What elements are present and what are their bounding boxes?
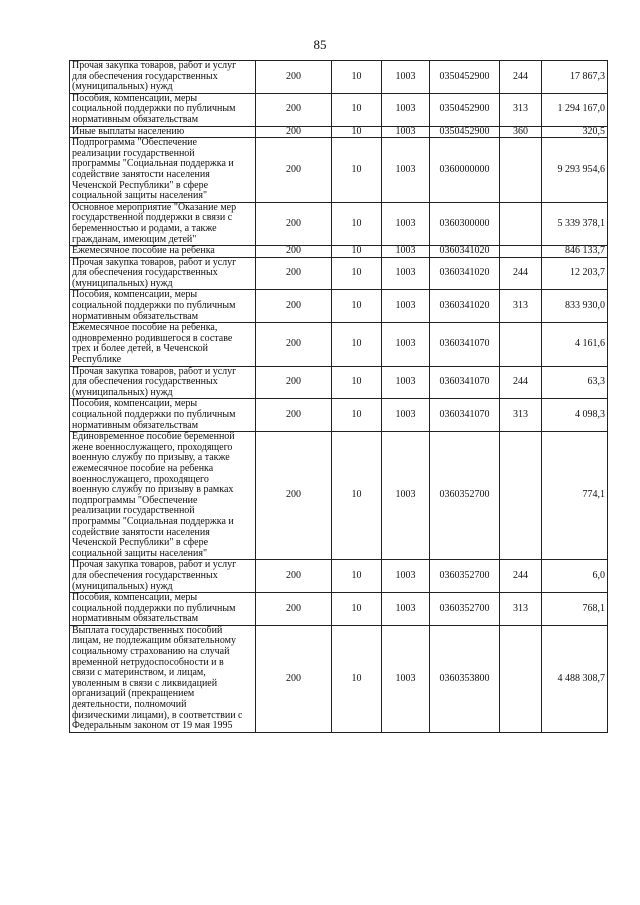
row-ministry-code: 200 [256,625,332,732]
table-row [70,290,608,323]
page-number: 85 [313,37,327,52]
row-section-code: 10 [332,399,382,432]
row-amount: 17 867,3 [542,61,608,94]
row-subsection-code: 1003 [382,246,430,258]
table-row [70,432,608,560]
row-amount: 833 930,0 [542,290,608,323]
row-section-code: 10 [332,323,382,366]
row-target-code: 0360300000 [430,202,500,245]
row-subsection-code: 1003 [382,560,430,593]
table-row [70,323,608,366]
row-ministry-code: 200 [256,61,332,94]
table-row [70,399,608,432]
row-amount: 4 161,6 [542,323,608,366]
row-expense-type: 313 [500,399,542,432]
row-target-code: 0350452900 [430,126,500,138]
row-amount: 768,1 [542,593,608,626]
table-row [70,138,608,203]
row-subsection-code: 1003 [382,126,430,138]
row-ministry-code: 200 [256,246,332,258]
row-description: Ежемесячное пособие на ребенка [70,246,256,258]
row-target-code: 0360341020 [430,257,500,290]
row-section-code: 10 [332,257,382,290]
row-description: Основное мероприятие "Оказание мер государственной поддержки в связи с беременностью и родами, а также гражданам, имеющим детей" [70,202,256,245]
row-expense-type [500,246,542,258]
table-row [70,593,608,626]
row-subsection-code: 1003 [382,625,430,732]
row-expense-type [500,323,542,366]
row-ministry-code: 200 [256,593,332,626]
table-row [70,246,608,258]
row-ministry-code: 200 [256,126,332,138]
row-description: Выплата государственных пособий лицам, не подлежащим обязательному социальному страхованию на случай временной нетрудоспособности и в связи с материнством, и лицам, уволенным в связи с ликвидацией организаций (прекращением деятельности, полномочий физическими лицами), в соответствии с Федеральным законом от 19 мая 1995 [70,625,256,732]
row-description: Прочая закупка товаров, работ и услуг для обеспечения государственных (муниципальных) нужд [70,366,256,399]
row-subsection-code: 1003 [382,323,430,366]
row-ministry-code: 200 [256,93,332,126]
row-expense-type: 244 [500,366,542,399]
row-target-code: 0360352700 [430,593,500,626]
row-section-code: 10 [332,202,382,245]
row-expense-type: 244 [500,61,542,94]
table-row [70,93,608,126]
table-row [70,61,608,94]
row-ministry-code: 200 [256,290,332,323]
row-target-code: 0360341070 [430,366,500,399]
row-amount: 4 098,3 [542,399,608,432]
row-section-code: 10 [332,560,382,593]
row-expense-type: 244 [500,560,542,593]
table-row [70,625,608,732]
row-ministry-code: 200 [256,432,332,560]
row-target-code: 0360352700 [430,432,500,560]
row-section-code: 10 [332,138,382,203]
row-amount: 6,0 [542,560,608,593]
row-ministry-code: 200 [256,399,332,432]
row-subsection-code: 1003 [382,432,430,560]
row-expense-type: 313 [500,290,542,323]
row-expense-type [500,625,542,732]
row-description: Прочая закупка товаров, работ и услуг для обеспечения государственных (муниципальных) нужд [70,257,256,290]
row-description: Пособия, компенсации, меры социальной поддержки по публичным нормативным обязательствам [70,399,256,432]
row-target-code: 0360341070 [430,323,500,366]
row-section-code: 10 [332,432,382,560]
row-section-code: 10 [332,246,382,258]
row-ministry-code: 200 [256,138,332,203]
table-row [70,202,608,245]
row-ministry-code: 200 [256,323,332,366]
row-amount: 320,5 [542,126,608,138]
row-amount: 12 203,7 [542,257,608,290]
table-row [70,366,608,399]
table-row [70,560,608,593]
row-expense-type [500,202,542,245]
row-target-code: 0360341020 [430,246,500,258]
budget-table-body [70,61,608,733]
row-amount: 63,3 [542,366,608,399]
table-row [70,257,608,290]
row-amount: 1 294 167,0 [542,93,608,126]
row-expense-type: 313 [500,93,542,126]
row-section-code: 10 [332,93,382,126]
row-description: Прочая закупка товаров, работ и услуг для обеспечения государственных (муниципальных) нужд [70,560,256,593]
row-expense-type: 244 [500,257,542,290]
row-expense-type: 360 [500,126,542,138]
row-subsection-code: 1003 [382,257,430,290]
table-row [70,126,608,138]
row-subsection-code: 1003 [382,61,430,94]
row-ministry-code: 200 [256,366,332,399]
row-amount: 5 339 378,1 [542,202,608,245]
row-subsection-code: 1003 [382,399,430,432]
row-subsection-code: 1003 [382,366,430,399]
row-section-code: 10 [332,126,382,138]
row-target-code: 0360341070 [430,399,500,432]
row-amount: 4 488 308,7 [542,625,608,732]
row-target-code: 0360353800 [430,625,500,732]
row-section-code: 10 [332,61,382,94]
row-expense-type [500,432,542,560]
row-description: Подпрограмма "Обеспечение реализации государственной программы "Социальная поддержка и содействие занятости населения Чеченской Республики" в сфере социальной защиты населения" [70,138,256,203]
row-subsection-code: 1003 [382,593,430,626]
row-description: Прочая закупка товаров, работ и услуг для обеспечения государственных (муниципальных) нужд [70,61,256,94]
row-target-code: 0360352700 [430,560,500,593]
row-description: Иные выплаты населению [70,126,256,138]
row-target-code: 0350452900 [430,61,500,94]
row-description: Единовременное пособие беременной жене военнослужащего, проходящего военную службу по призыву, а также ежемесячное пособие на ребенка военнослужащего, проходящего военную службу по призыву в рамках подпрограммы "Обеспечение реализации государственной программы "Социальная поддержка и содействие занятости населения Чеченской Республики" в сфере социальной защиты населения" [70,432,256,560]
row-subsection-code: 1003 [382,290,430,323]
row-ministry-code: 200 [256,202,332,245]
row-target-code: 0360000000 [430,138,500,203]
row-ministry-code: 200 [256,560,332,593]
budget-table [69,60,608,733]
row-description: Ежемесячное пособие на ребенка, одновременно родившегося в составе трех и более детей, в Чеченской Республике [70,323,256,366]
row-target-code: 0350452900 [430,93,500,126]
row-section-code: 10 [332,625,382,732]
row-target-code: 0360341020 [430,290,500,323]
row-expense-type [500,138,542,203]
row-description: Пособия, компенсации, меры социальной поддержки по публичным нормативным обязательствам [70,593,256,626]
row-section-code: 10 [332,366,382,399]
row-amount: 9 293 954,6 [542,138,608,203]
row-description: Пособия, компенсации, меры социальной поддержки по публичным нормативным обязательствам [70,93,256,126]
row-ministry-code: 200 [256,257,332,290]
row-subsection-code: 1003 [382,138,430,203]
row-subsection-code: 1003 [382,93,430,126]
row-description: Пособия, компенсации, меры социальной поддержки по публичным нормативным обязательствам [70,290,256,323]
row-section-code: 10 [332,290,382,323]
row-subsection-code: 1003 [382,202,430,245]
row-amount: 846 133,7 [542,246,608,258]
row-expense-type: 313 [500,593,542,626]
row-amount: 774,1 [542,432,608,560]
row-section-code: 10 [332,593,382,626]
